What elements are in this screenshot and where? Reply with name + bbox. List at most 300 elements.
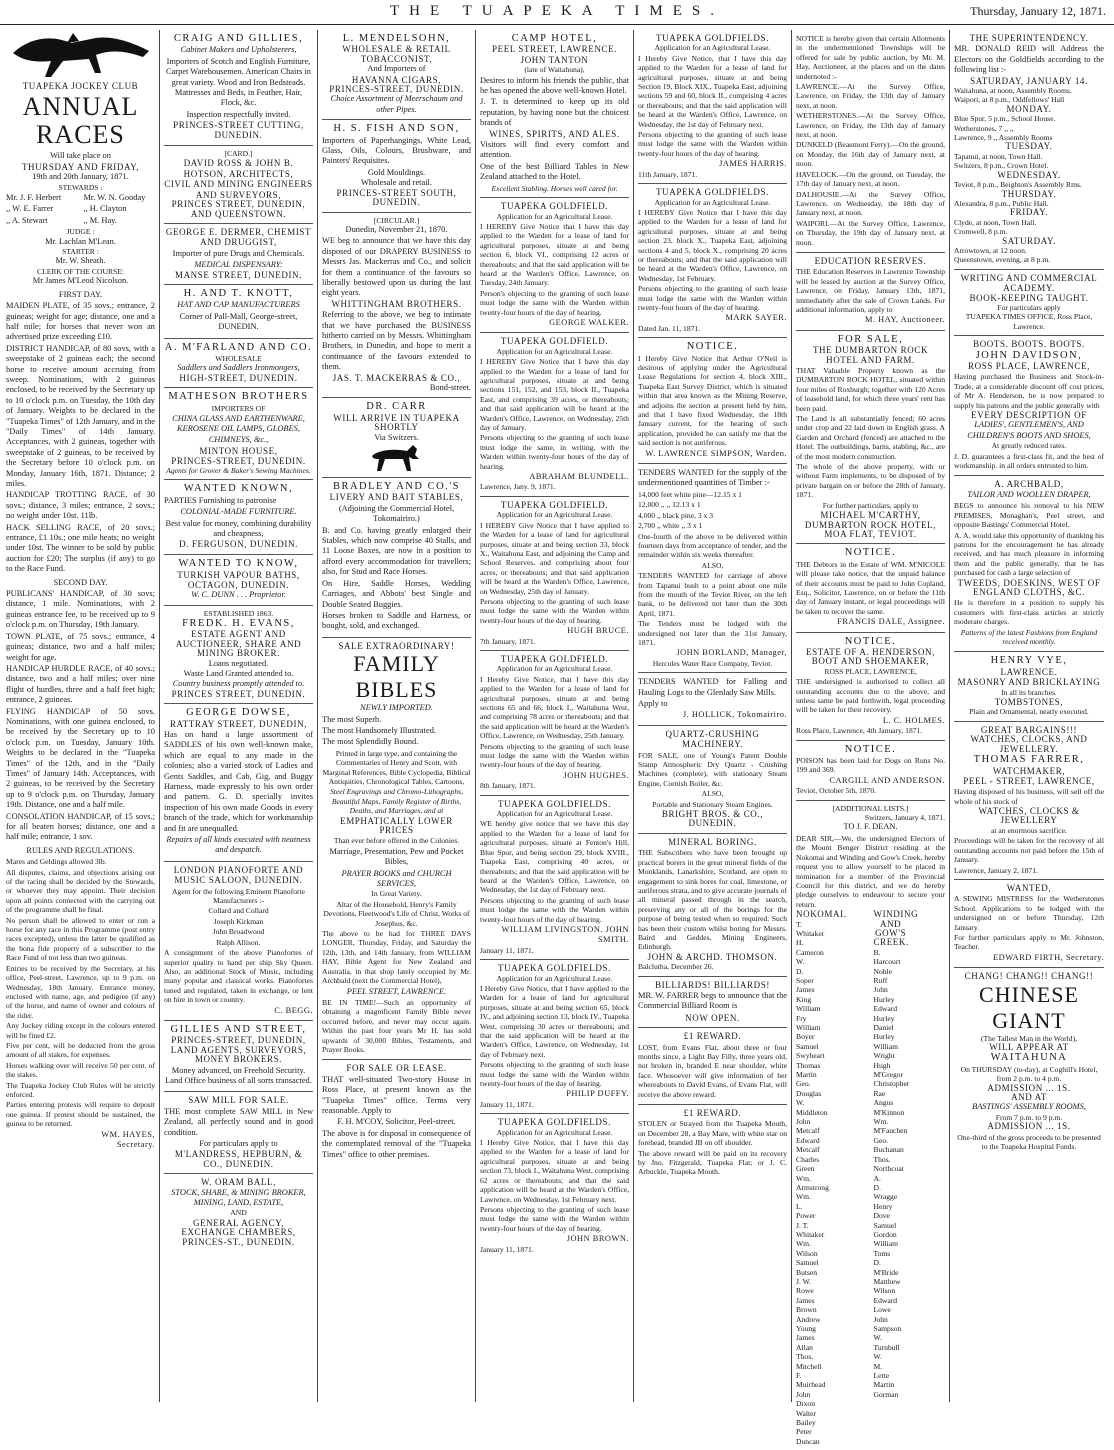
vye-masonry-ad [954,652,1104,721]
ad-subheading: NEWLY IMPORTED. [360,703,433,713]
ad-body: WHOLESALE [215,353,262,363]
requisition-date: Switzers, January 4, 1871. [864,813,945,823]
ad-body: The Land is all substantially fenced; 60 acres under crop and 22 laid down in English grass. A Garden and Orchard (fenced) are attached to the Hotel. The outbuildings, barns, stabling, &c., are of the most modern construction. [796,414,945,461]
ad-body: For further particulars, apply to [822,500,919,510]
ad-heading: GILLIES AND STREET, [170,1023,307,1035]
secretary-name: WM. HAYES, [101,1129,155,1139]
race-entry: FLYING HANDICAP of 50 sovs. Nominations, with one guinea enclosed, to be received by the Secretary up to 10 o'clock p.m. on Tuesday, January 10th. Weights to be declared in the "Tuapeka Times" of the 12th, and in the "Daily Times" of January 14th. Acceptances, with 2 guineas, to be received by the Secretary up to 9 o'clock p.m. on Thursday, January 19th. Distance, one and a half mile. [6,706,155,810]
notice-signature: WILLIAM LIVINGSTON. JOHN SMITH. [501,924,629,945]
starter-heading: STARTER : [62,247,99,257]
elector-name: Daniel Hurley [873,1023,895,1042]
notice-subheading: Application for an Agricultural Lease. [654,43,771,53]
archbald-ad [954,476,1104,652]
academy-ad [954,270,1104,336]
elector-name: John Hurley [873,985,895,1004]
rule: All disputes, claims, and objections arising out of the racing shall be decided by the Stewards, or whoever they may appoint. Their decision upon all points connected with the carrying out of the programme shall be final. [6,867,155,915]
nokomai-names [796,920,830,1447]
column-3 [318,30,476,1402]
ad-body: In all its branches. [1001,687,1057,697]
list-item: The most Splendidly Bound. [322,737,419,747]
ad-heading: BILLIARDS! BILLIARDS! [655,979,770,990]
notice-subheading: Application for an Agricultural Lease. [496,510,613,520]
race-entry: PUBLICANS' HANDICAP, of 30 sovs; distance, 1 mile. Nominations, with 2 guineas entrance fee, to be received up to 9 o'clock p.m. on Thursday, 19th January. [6,589,155,630]
gillies-street-ad [164,1021,313,1092]
elector-name: Thos. Northcoat [873,1154,904,1174]
ad-heading: BOOTS. BOOTS. BOOTS. [973,339,1085,350]
elector-name: Wm. M'Fauchen [873,1117,908,1136]
ad-body: Visitors will find every comfort and attention. [480,140,629,160]
reward-lost-filly [638,1028,787,1105]
craig-gillies-ad [164,30,313,146]
lease-notice-sayer [638,184,787,338]
rule: Entries to be received by the Secretary, at his office, Peel-street, Lawrence, up to 9 p.m. on Wednesday, 18th January. Entrance money, enclosed with name, age, and pedigree (if any) of the horse, and name of owner and colours of the rider. [6,963,155,1020]
ad-subheading: LADIES', GENTLEMEN'S, AND CHILDREN'S BOOTS AND SHOES, [967,420,1091,440]
ad-heading: GREAT BARGAINS!!! [980,724,1078,735]
column-4 [476,30,634,1402]
billiards-ad [638,977,787,1029]
notice-heading: TUAPEKA GOLDFIELDS. [498,1117,611,1128]
schedule-item: Teviot, 8 p.m., Beighton's Assembly Rms. [954,180,1082,190]
ad-note: ESTABLISHED 1863. [203,608,274,618]
ad-heading: L. MENDELSOHN, [342,33,451,44]
ad-heading: THE SUPERINTENDENCY. [969,33,1089,43]
schedule-item: Cromwell, 8 p.m. [954,227,1008,237]
ad-body: PARTIES Furnishing to patronise [164,495,277,505]
elector-name: J. T. Whitaker [796,1220,825,1239]
ad-body: Importers of Scotch and English Furniture, Carpet Warehousemen. American Chairs in great variety. Wood and Iron Bedsteads. Mattresses and Beds, in Feather, Hair, Flock, &c. [166,56,311,108]
ad-address: LAWRENCE. [1000,666,1058,677]
mendelsohn-ad [322,30,471,120]
stewards-list [6,192,155,227]
ad-body: Corner of Pall-Mall, George-street, DUNEDIN. [179,311,298,332]
schedule-item: Queenstown, evening, at 8 p.m. [954,255,1051,265]
ad-body: Has on hand a large assortment of SADDLES of his own well-known make, which are equal to any made in the colonies; also a varied stock of Ladies and Gents Saddles, and Cab, Gig, and Buggy Harness, made expressly to his own order and pattern. G. D. specially invites inspection of his own made Goods in every branch of the trade, which for workmanship and fit are unequalled. [164,729,313,833]
race-entry: HANDICAP HURDLE RACE, of 40 sovs.; distance, two and a half miles; over nine flight of hurdles, three and a half feet high; entrance, 2 guineas. [6,663,155,705]
ad-heading: CRAIG AND GILLIES, [173,33,304,44]
ad-signature: C. BEGG. [274,1005,313,1015]
turkish-baths-ad [164,555,313,606]
ad-body: Having disposed of his business, will sell off the whole of his stock of [954,787,1104,806]
ad-heading: CHANG! CHANG!! CHANG!! [964,971,1094,982]
elector-name: Samuel Swyheart [796,1041,825,1061]
ad-signature: TUAPEKA TIMES OFFICE, Ross Place, Lawrence. [965,312,1093,331]
notice-body: Apply to [638,699,668,708]
columns [2,30,1112,1446]
schedule-item: Switzers, 8 p.m., Crown Hotel. [954,161,1049,171]
lists-label: [ADDITIONAL LISTS.] [832,803,909,813]
notice-date: Dunedin, November 21, 1870. [345,224,448,234]
ad-body: Proceedings will be taken for the recovery of all outstanding accounts not paid before the 15th of January. [954,836,1104,865]
dr-carr-ad [322,398,471,478]
elector-name: D. M'Bride [873,1258,899,1277]
schedule-item: Lawrence, 9 ,, Assembly Rooms [954,133,1053,143]
ad-body: One of the best Billiard Tables in New Zealand attached to the Hotel. [480,161,629,182]
elector-name: J. W. Rowe [796,1276,814,1296]
ad-body: IMPORTERS OF [211,403,266,413]
list-item: LAWRENCE.—At the Survey Office, Lawrence, on Friday, the 13th day of January next, at noon. [796,82,945,110]
ad-heading: W. ORAM BALL, [201,1177,276,1188]
ad-body: at an enormous sacrifice. [991,825,1067,835]
notice-body: I Hereby Give Notice that Arthur O'Neil is desirous of applying under the Agricultural Lease Regulations for section 4, block XIII., Tuapeka East Survey District, which is situated within that area known as the Mining Reserve, and adjoins the section at present held by him, and that I have fixed Wednesday, the 18th January current, for the hearing of such application, provided he can satisfy me that the said section is not auriferous. [638,353,787,448]
steward: ,, W. E. Farrer [6,204,54,214]
column-6 [792,30,950,1446]
ad-heading: H. AND T. KNOTT, [183,287,294,299]
steward: ,, H. Clayton [83,204,127,214]
elector-name: W. Turnbull [873,1333,900,1352]
list-item: 4,000 ,, black pine, 3 x 3 [638,510,714,520]
ad-signature: BRIGHT BROS. & CO., DUNEDIN. [661,809,764,829]
notice-signature: ABRAHAM BLUNDELL. [529,472,629,482]
clerk-name: Mr James M'Leod Nicolson. [32,276,129,286]
ad-heading: FOR SALE OR LEASE. [346,1063,447,1074]
notice-heading: TUAPEKA GOLDFIELD. [500,201,609,212]
elector-name: Wm. L. Power [796,1192,816,1221]
ad-body: Importer of pure Drugs and Chemicals. [172,248,305,258]
ad-body: Agent for the following Eminent Pianoforte Manufacturers :- [171,886,306,906]
issue-date: Thursday, January 12, 1871. [970,4,1106,18]
race-entry: DISTRICT HANDICAP, of 80 sovs, with a sweepstake of 2 guineas each; the second horse to receive amount accruing from sweep. Nominations, with 2 guineas enclosed, to be received by the Secretary up to 10 o'clock p.m. on Tuesday, the 10th day of January. Weights to be declared in the "Tuapeka Times" of 12th January, and in the "Daily Times" of 14th January. Acceptances, with 2 guineas, together with sweepstake of 2 guineas, to be received by the Secretary before 10 o'clock p.m. on Monday, January 16th, 1871. Distance; 2 miles. [6,343,155,488]
ad-subheading: Saddlers and Saddlers Ironmongers, [177,363,300,373]
ad-body: Importers of Paperhangings, White Lead, Glass, Oils, Colours, Brushware, and Painters' Requisites. [322,135,471,166]
elector-name: William Wright [873,1041,899,1061]
ad-body: J. T. is determined to keep up its old reputation, by having none but the choicest brands of [480,97,629,128]
ad-body: Waste Land Granted attended to. [183,668,294,678]
secretary-title: Secretary. [116,1140,155,1149]
notice-heading: NOTICE. [844,635,897,647]
list-item: WAIPORI.—At the Survey Office, Lawrence, on Thursday, the 19th day of January next, at noon. [796,218,945,247]
ad-subheading: COLONIAL-MADE FURNITURE. [180,507,297,517]
elector-name: Wm. Wilson [796,1239,818,1258]
notice-body: One-fourth of the above to be delivered within fourteen days from acceptance of tender, and the remainder within six weeks thereafter. [638,531,787,560]
notice-heading: NOTICE. [844,743,897,755]
notice-body: Persons objecting to the granting of such lease must lodge the same, in writing, with the Warden within twenty-four hours of the day of hearing. [480,433,629,471]
list-item: Collard and Collard [208,906,269,916]
list-item: John Broadwood [212,927,265,937]
ad-body: Inspection respectfully invited. [186,109,291,119]
notice-date: January 11, 1871. [480,1099,534,1109]
notice-body: Persons objecting to the granting of such lease must lodge the same with the Warden within twenty-four hours of the day of hearing. [638,130,787,158]
ad-body: THE most complete SAW MILL in New Zealand, all perfectly sound and in good condition. [164,1106,313,1137]
list-item: WETHERSTONES.—At the Survey Office, Lawrence, on Friday, the 13th day of January next, at noon. [796,111,945,140]
notice-body: Persons objecting to the granting of such lease must lodge the same with the Warden within twenty-four hours of the day of hearing. [480,1204,629,1233]
notice-signature: J. HOLLICK, Tokomairiro. [682,710,787,720]
township-sale-notice [796,30,945,253]
rule: Horses walking over will receive 50 per cent. of the stakes. [6,1060,155,1080]
column-5 [634,30,792,1402]
ad-address: PEEL STREET, LAWRENCE. [346,986,447,996]
notice-dale [796,544,945,632]
notice-signature: PHILIP DUFFY. [566,1089,629,1099]
notice-body: I HEREBY Give Notice that I have this day applied to the Warden for a lease of land for agricultural purposes, situate at and being section 23, block X., Tuapeka East, adjoining sections 4 and 5, block X., comprising 20 acres or thereabouts; and that the said application will be heard at the Warden's Office, Lawrence, on Wednesday, 1st February. [638,207,787,283]
farrer-watchmaker-ad [954,722,1104,880]
circular-notice [322,213,471,399]
pianoforte-ad [164,862,313,1021]
ad-heading: MATHESON BROTHERS [168,391,309,403]
notice-date: Ross Place, Lawrence, 4th January, 1871. [796,726,923,736]
ad-body: Wholesale and retail. [361,178,432,188]
notice-date: January 11, 1871. [480,1244,534,1254]
ad-body: Steel Engravings and Chromo-Lithographs, Beautiful Maps, Family Register of Births, Deaths, and Marriages, and at [329,787,464,816]
ad-body: Referring to the above, we beg to intimate that we have purchased the BUSINESS hitherto carried on by Messrs. Whittingham Brothers, in Dunedin, and hope to merit a continuance of the favours extended to them. [322,310,471,372]
notice-body: I Hereby Give Notice, that I have this day applied to the Warden for a lease of land for agricultural purposes, situate at and being Section 19, Block XIX., Tuapeka East, adjoining sections 59 and 60, block II., comprising 4 acres or thereabouts; and that the said application will be heard at the Warden's Office, Lawrence, on Wednesday, the 1st day of February next. [638,53,787,129]
notice-body: I HEREBY Give Notice that I have applied to the Warden for a lease of land for agricultural purposes, situate at and being section 33, block X., Waitahuna East, and adjoining the Camp and School Reserves, and comprising about four acres, or thereabouts; and that said application will be heard at the Warden's Office, Lawrence, on Wednesday, 25th day of January. [480,520,629,596]
list-item: DALHOUSIE.—At the Survey Office, Lawrence, on Wednesday, the 18th day of January next, at noon. [796,189,945,218]
ad-body: MR. W. FARRER begs to announce that the Commercial Billiard Room is [638,990,787,1011]
race-dates: 19th and 20th January, 1871. [32,172,129,182]
notice-oneil [638,338,787,464]
elector-name: William Boyer [796,1023,821,1042]
nokomai-list [796,910,868,1446]
circular-label: [CIRCULAR.] [373,215,420,225]
notice-body: I HEREBY Give Notice that I have this day applied to the Warden for a lease of land for agricultural purposes, situate at and being sections 151, 152, and 153, block II., Tuapeka East, and comprising 39 acres, or thereabouts; and that said application will be heard at the Warden's Office, Lawrence, on Wednesday, 25th day of January. [480,357,629,433]
sewing-mistress-ad [954,880,1104,968]
notice-heading: TUAPEKA GOLDFIELD. [500,653,609,664]
lease-notice-livingston [480,796,629,961]
notice-henderson [796,633,945,741]
dermer-ad [164,224,313,285]
knott-ad [164,285,313,339]
elector-name: Edward Metcalf [796,1135,820,1155]
elector-name: W. D. Soper [796,957,814,985]
rule: The Tuapeka Jockey Club Rules will be strictly enforced. [6,1080,155,1099]
ad-body: MASONRY AND BRICKLAYING [957,677,1101,688]
ad-title: FAMILY BIBLES [353,651,440,703]
ad-subheading: HAT AND CAP MANUFACTURERS [177,300,300,310]
race-days: THURSDAY AND FRIDAY, [21,161,140,172]
annual-races-title: ANNUAL RACES [22,92,139,150]
rule: Mares and Geldings allowed 3lb. [6,857,107,867]
notice-date: 11th January, 1871. [638,169,698,179]
list-item: Ralph Allison. [216,937,261,947]
notice-heading: NOTICE. [844,547,897,559]
schedule-day: SATURDAY, JANUARY 14. [970,75,1088,86]
ad-body: B. and Co. having greatly enlarged their Stables, which now comprise 40 Stalls, and 11 Loose Boxes, are now in a position to afford every accommodation for travellers; also, for Stud and Race Horses. [322,525,471,577]
ad-body: LOST, from Evans Flat, about three or four months since, a Light Bay Filly, three years old, not broken in, branded E near shoulder, white face. Whosoever will give information of her whereabouts to David Evans, of Evans Flat, will receive the above reward. [638,1042,787,1099]
ad-address: PRINCES STREET, DUNEDIN, AND QUEENSTOWN. [171,199,306,219]
ad-note: Excellent Stabling. Horses well cared for. [491,183,618,193]
elector-name: James Allan [796,1333,815,1352]
ad-heading: £1 REWARD. [683,1031,742,1042]
notice-signature: JOHN BORLAND, Manager, [676,648,787,658]
winding-names [873,947,910,1400]
list-item: 12,000 ,, ,, 12.13 x 1 [638,500,701,510]
quartz-machinery-ad [638,726,787,834]
ad-body: WINES, SPIRITS, AND ALES. [489,128,620,139]
ad-heading: LONDON PIANOFORTE AND MUSIC SALOON, DUNEDIN. [173,864,304,886]
ad-note: One-third of the gross proceeds to be presented to the Tuapeka Hospital Funds. [957,1132,1101,1152]
ad-body: On Hire, Saddle Horses, Wedding Carriages, and Abbots' best Single and Double Seated Buggies. [322,578,471,609]
jockey-club-ad [6,30,155,1154]
ad-signature: W. C. DUNN . . . Proprietor. [191,590,286,600]
club-name: TUAPEKA JOCKEY CLUB [22,81,139,91]
elector-name: Geo. Douglas [796,1079,822,1098]
ad-heading: GEORGE E. DERMER, CHEMIST AND DRUGGIST, [165,226,312,248]
list-item: 2,700 ,, white ,, 3 x 1 [638,521,703,531]
ad-body: WHOLESALE & RETAIL TOBACCONIST, [342,44,451,64]
notice-heading: NOTICE. [686,341,739,353]
lease-notice-duffy [480,960,629,1114]
notice-body: THE Debtors in the Estate of WM. M'NICOLE will please take notice, that the unpaid balance of their accounts must be paid to John Copland, Esq., Solicitor, Lawrence, on or before the 11th day of January instant, or legal proceedings will be taken to recover the same. [796,559,945,616]
ad-heading: DR. CARR [366,401,427,413]
ad-address: PRINCES-STREET SOUTH, DUNEDIN. [336,187,457,208]
column-7 [950,30,1108,1402]
notice-heading: TUAPEKA GOLDFIELDS. [498,798,611,809]
lease-notice-hughes [480,651,629,796]
saw-mill-ad [164,1092,313,1174]
ad-subheading: TAILOR AND WOOLLEN DRAPER, [967,489,1091,499]
bradley-stables-ad [322,478,471,638]
ad-address: PRINCES-STREET, DUNEDIN. [329,84,464,95]
ad-body: Loans negotiated. [208,658,269,668]
ad-heading: SAW MILL FOR SALE. [188,1095,289,1106]
schedule-item: Blue Spur, 5 p.m., School House. [954,114,1056,124]
ad-place: BASTINGS' ASSEMBLY ROOMS, [972,1102,1086,1112]
ad-heading: FREDK. H. EVANS, [182,617,295,629]
elector-name: Martin Gorman [873,1380,899,1399]
elector-name: H. Cameron [796,938,824,957]
notice-signature: HUGH BRUCE. [567,626,629,636]
notice-body: TENDERS WANTED for Falling and Hauling Logs to the Glenlady Saw Mills. [638,677,787,697]
lease-notice-blundell [480,333,629,497]
race-entry: TOWN PLATE, of 75 sovs.; entrance, 4 guineas; distance, two and a half miles; weight for age. [6,631,155,662]
notice-subheading: Application for an Agricultural Lease. [496,1127,613,1137]
ad-body: And Importers of [367,64,426,74]
wanted-known-ad [164,480,313,554]
schedule-item: Arrowtown, at 12 noon. [954,245,1027,255]
ad-note: Choice Assortment of Meerschaum and other Pipes. [330,94,463,114]
list-heading: WINDING AND GOW'S CREEK. [873,909,919,948]
ad-body: Money advanced, on Freehold Security. Land Office business of all sorts transacted. [165,1065,312,1085]
ad-address: Bond-street. [429,383,471,392]
schedule-item: Clyde, at noon, Town Hall. [954,217,1037,227]
ad-body: ESTATE AGENT AND AUCTIONEER, SHARE AND MINING BROKER. [175,629,302,659]
ad-heading: A. ARCHBALD, [994,479,1064,490]
ad-subheading: PRAYER BOOKS and CHURCH SERVICES, [341,868,452,889]
list-item: 14,000 feet white pine—12.15 x 1 [638,489,742,499]
ad-body: THAT Valuable Property known as the DUMBARTON ROCK HOTEL, situated within four miles of Roxburgh; together with 120 Acres of leasehold land, for which three years' rent has been paid. [796,366,945,413]
elector-name: John Dixon [796,1389,815,1409]
list-item: DUNKELD (Beaumont Ferry).—On the ground, on Monday, the 16th day of January next, at noon. [796,140,945,169]
ad-address: ROSS PLACE, LAWRENCE, [968,361,1090,371]
clerk-heading: CLERK OF THE COURSE: [37,266,124,276]
ad-body: TWEEDS, DOESKINS, WEST OF ENGLAND CLOTHS, &C. [957,577,1101,597]
notice-subheading: ESTATE OF A. HENDERSON, BOOT AND SHOEMAKER, [806,646,935,667]
ad-title: CHINESE GIANT [979,981,1079,1033]
schedule-day: FRIDAY. [1010,207,1048,218]
notice-signature: JOHN HUGHES. [563,770,629,780]
lease-notice-walker [480,198,629,333]
ad-body: BE IN TIME!—Such an opportunity of obtaining a magnificent Family Bible never occurred before, and never may occur again. Within the past four years Mr H. has sold upwards of 30,000 Bibles, Testaments, and Prayer Books. [322,997,471,1054]
notice-subheading: Application for an Agricultural Lease. [496,973,613,983]
ad-place: WAITAHUNA [990,1052,1068,1064]
ad-body: (The Tallest Man in the World), [980,1033,1077,1043]
list-item: Joseph Kirkman [213,916,264,926]
ad-address: OCTAGON, DUNEDIN. [187,579,290,590]
notice-signature: FRANCIS DALE, Assignee. [837,617,945,627]
schedule-day: SATURDAY. [1002,235,1056,246]
race-entry: CONSOLATION HANDICAP, of 15 sovs.; for all beaten horses; distance, one and a half mile; entrance, 1 sov. [6,811,155,842]
notice-body: Persons objecting to the granting of such lease must lodge the same with the Warden within twenty-four hours of the day of hearing. [480,1060,629,1089]
ad-date: Balclutha, December 26. [638,962,714,972]
ad-heading: DAVID ROSS & JOHN B. HOTSON, ARCHITECTS, [183,158,294,179]
elector-name: Charles Green [796,1154,820,1174]
elector-name: T. Whitaker [796,919,825,938]
ad-body: A SEWING MISTRESS for the Wetherstones School. Applications to be lodged with the undersigned on or before Thursday, 12th January. [954,894,1104,932]
ad-body: In Great Variety. [371,889,422,899]
steward: ,, M. Hay. [83,215,117,225]
elector-name: W. Middleton [796,1098,828,1117]
elector-name: B. Harcourt [873,947,901,967]
elector-name: William Fry [796,1004,821,1023]
elector-name: Andrew Young [796,1314,821,1333]
ad-body: MR. DONALD REID will Address the Electors on the Goldfields according to the following list :- [954,44,1104,75]
masthead [0,0,1114,25]
notice-signature: L. C. HOLMES. [882,715,945,725]
notice-address: ROSS PLACE, LAWRENCE, [824,666,917,676]
ad-signature: JOHN & ARCHD. THOMSON. [647,951,778,962]
ad-body: EMPHATICALLY LOWER PRICES [340,815,453,835]
ad-subheading: THE DUMBARTON ROCK HOTEL AND FARM. [812,345,929,365]
notice-poison [796,741,945,801]
ad-heading: WRITING AND COMMERCIAL ACADEMY. [960,272,1098,294]
ad-address: PEEL STREET, LAWRENCE. [492,44,617,55]
list-item: The most Superb. [322,714,382,724]
second-day-heading: SECOND DAY. [53,577,108,587]
chinese-giant-ad [954,968,1104,1156]
ad-heading: FOR SALE, [837,333,904,345]
winding-list [873,910,945,1446]
ad-signature: F. H. M'COY, Solicitor, Peel-street. [337,1117,456,1127]
notice-signature: CARGILL AND ANDERSON. [829,775,945,785]
ad-body: WILL APPEAR AT [989,1041,1069,1052]
ad-body: Best value for money, combining durability and cheapness, [165,518,312,539]
elector-name: Christopher Rae [873,1079,910,1098]
elector-name: James Brown [796,1295,817,1315]
lease-notice-harris [638,30,787,184]
column-1 [2,30,160,1402]
schedule-day: THURSDAY. [1001,188,1057,199]
ad-heading: HENRY VYE, [990,655,1068,667]
notice-signature: GEORGE WALKER. [549,317,629,327]
family-bibles-ad [322,638,471,1061]
notice-heading: EDUCATION RESERVES. [814,255,927,266]
for-sale-lease-ad [322,1060,471,1165]
ad-body: WE beg to announce that we have this day disposed of our DRAPERY BUSINESS to Messrs Jas. Mackerras and Co., and solicit for them a continuance of the favours so liberally bestowed upon us during the last eight years. [322,236,471,298]
admission-price: ADMISSION ... 1S. [987,1082,1071,1093]
ad-body: Marriage, Presentation, Pew and Pocket Bibles, [329,846,464,867]
rule: No person shall be allowed to enter or run a horse for any race in this Programme (post entry races excepted), unless the latter be qualified as the bona fide property of a subscriber to the Race Fund of not less than two guineas. [6,915,155,963]
notice-body: Persons objecting to the granting of such lease must lodge the same with the Warden within twenty-four hours of the day of hearing. [638,284,787,312]
lease-notice-brown [480,1114,629,1258]
race-entry: HANDICAP TROTTING RACE, of 30 sovs.; distance, 3 miles; entrance, 2 sovs.; no weight under 10st. 11lb. [6,490,155,521]
matheson-ad [164,388,313,480]
evans-ad [164,606,313,705]
ad-heading: H. S. FISH AND SON, [333,123,460,135]
notice-body: I Hereby Give Notice, that I have applied to the Warden for a lease of land for agricultural purposes, situate at and being section 65, block IV., and adjoining section 13, block IV., Tuapeka West, comprising 30 acres or thereabouts; and that the said application will be heard at the Warden's Office, Lawrence, on Wednesday, 1st day of February next. [480,983,629,1059]
requisition-body: DEAR SIR,—We, the undersigned Electors of the Mount Benger District residing at the Nokomai and Winding and Gow's Creek, hereby request you to allow yourself to be placed in nomination for a member of the Provincial Council for this district, and we do hereby pledge ourselves to endeavour to secure your return. [796,833,945,909]
ad-body: STOCK, SHARE, & MINING BROKER, MINING, LAND, ESTATE, [171,1187,306,1208]
notice-heading: TUAPEKA GOLDFIELDS. [656,187,769,198]
elector-name: Peter Duncan [796,1427,820,1446]
ad-body: ALSO, [701,789,724,799]
notice-body: TENDERS WANTED for carriage of above from Tapanui bush to a point about one mile from the mouth of the Teviot River, on the left bank, to be delivered not later than the 30th April, 1871. [638,571,787,618]
elector-name: Geo. Buchanan [873,1135,904,1155]
elector-name: Matthew Wilson [873,1276,901,1296]
ad-heading: £1 REWARD. [683,1108,742,1119]
steward: ,, A. Stewart [6,215,48,225]
ad-body: Horses broken to Saddle and Harness, or bought, sold, and exchanged. [322,610,471,631]
column-2 [160,30,318,1402]
